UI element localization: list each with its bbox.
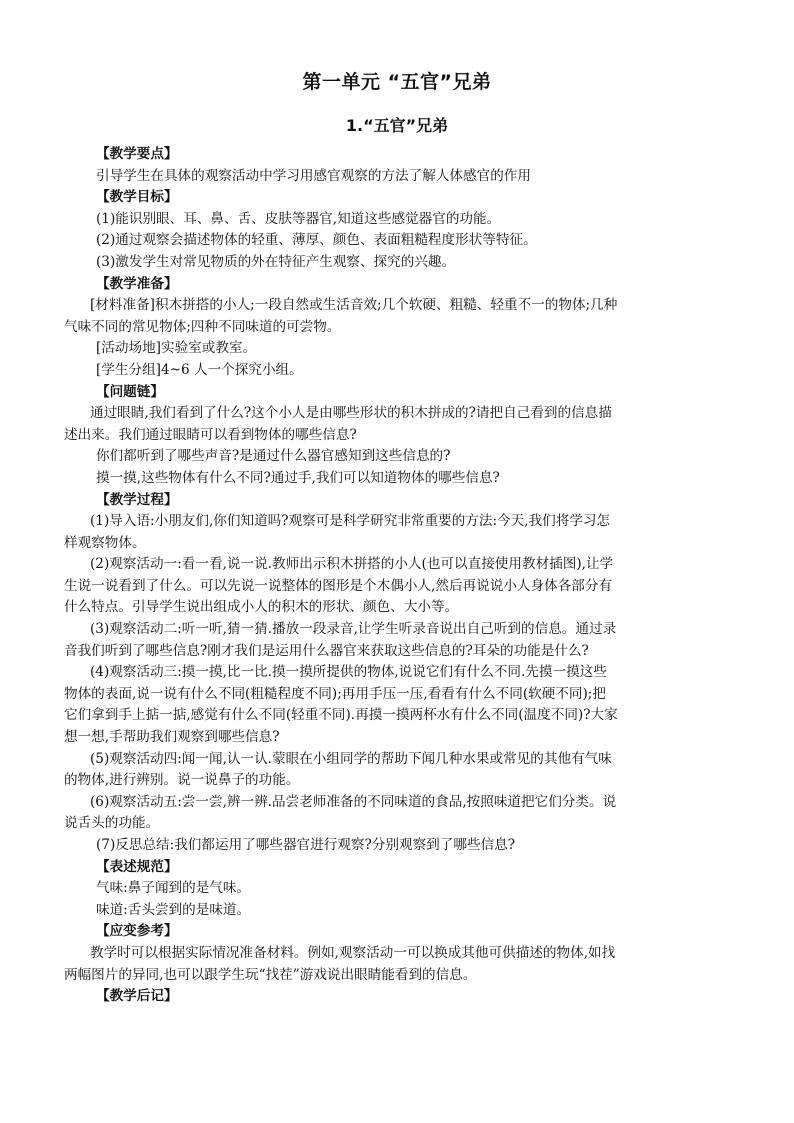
paragraph: 摸一摸,这些物体有什么不同?通过手,我们可以知道物体的哪些信息? <box>96 469 500 486</box>
paragraph: (3)观察活动二:听一听,猜一猜.播放一段录音,让学生听录音说出自己听到的信息。通过录音我们听到了哪些信息?刚才我们是运用什么器官来获取这些信息的?耳朵的功能是什么? <box>64 621 617 659</box>
paragraph: (6)观察活动五:尝一尝,辨一辨.品尝老师准备的不同味道的食品,按照味道把它们分类。说说舌头的功能。 <box>64 793 617 832</box>
paragraph: (4)观察活动三:摸一摸,比一比.摸一摸所提供的物体,说说它们有什么不同.先摸一摸这些物体的表面,说一说有什么不同(粗糙程度不同);再用手压一压,看看有什么不同(软硬不同);把它们拿到手上掂一掂,感觉有什么不同(轻重不同).再摸一摸两杯水有什么不同(温度不同)?大家想一想,手帮助我们观察到哪些信息? <box>64 664 618 746</box>
paragraph: [活动场地]实验室或教室。 <box>96 340 257 357</box>
lesson-title: 1.“五官”兄弟 <box>345 116 449 135</box>
document-body <box>64 144 618 1008</box>
section-heading: 【教学过程】 <box>96 491 178 508</box>
paragraph: 气味:鼻子闻到的是气味。 <box>96 880 251 897</box>
paragraph: (7)反思总结:我们都运用了哪些器官进行观察?分别观察到了哪些信息? <box>96 837 516 853</box>
section-heading: 【表述规范】 <box>96 858 178 875</box>
paragraph: (2)通过观察会描述物体的轻重、薄厚、颜色、表面粗糙程度形状等特征。 <box>96 232 537 249</box>
paragraph: [材料准备]积木拼搭的小人;一段自然或生活音效;几个软硬、粗糙、轻重不一的物体;几种气味不同的常见物体;四种不同味道的可尝物。 <box>64 297 618 335</box>
page-title: 第一单元 “五官”兄弟 <box>302 71 492 93</box>
paragraph: (3)激发学生对常见物质的外在特征产生观察、探究的兴趣。 <box>96 253 456 270</box>
paragraph: (2)观察活动一:看一看,说一说.教师出示积木拼搭的小人(也可以直接使用教材插图),让学生说一说看到了什么。可以先说一说整体的图形是个木偶小人,然后再说说小人身体各部分有什么特点。引导学生说出组成小人的积木的形状、颜色、大小等。 <box>64 556 614 616</box>
section-heading: 【教学目标】 <box>96 189 178 206</box>
paragraph: 通过眼睛,我们看到了什么?这个小人是由哪些形状的积木拼成的?请把自己看到的信息描述出来。我们通过眼睛可以看到物体的哪些信息? <box>64 405 612 443</box>
section-heading: 【教学准备】 <box>96 275 178 292</box>
paragraph: 你们都听到了哪些声音?是通过什么器官感知到这些信息的? <box>96 448 451 465</box>
paragraph: (1)能识别眼、耳、鼻、舌、皮肤等器官,知道这些感觉器官的功能。 <box>96 210 501 227</box>
paragraph: [学生分组]4~6 人一个探究小组。 <box>96 361 303 378</box>
section-heading: 【应变参考】 <box>96 923 178 940</box>
paragraph: 味道:舌头尝到的是味道。 <box>96 901 251 918</box>
paragraph: (5)观察活动四:闻一闻,认一认.蒙眼在小组同学的帮助下闻几种水果或常见的其他有气味的物体,进行辨别。说一说鼻子的功能。 <box>64 750 612 789</box>
paragraph: (1)导入语:小朋友们,你们知道吗?观察可是科学研究非常重要的方法:今天,我们将学习怎样观察物体。 <box>64 513 611 551</box>
section-heading: 【问题链】 <box>96 383 164 400</box>
section-heading: 【教学后记】 <box>96 988 178 1005</box>
paragraph: 引导学生在具体的观察活动中学习用感官观察的方法了解人体感官的作用 <box>96 167 531 184</box>
section-heading: 【教学要点】 <box>96 146 178 162</box>
paragraph: 教学时可以根据实际情况准备材料。例如,观察活动一可以换成其他可供描述的物体,如找两幅图片的异同,也可以跟学生玩“找茬”游戏说出眼睛能看到的信息。 <box>64 944 616 983</box>
